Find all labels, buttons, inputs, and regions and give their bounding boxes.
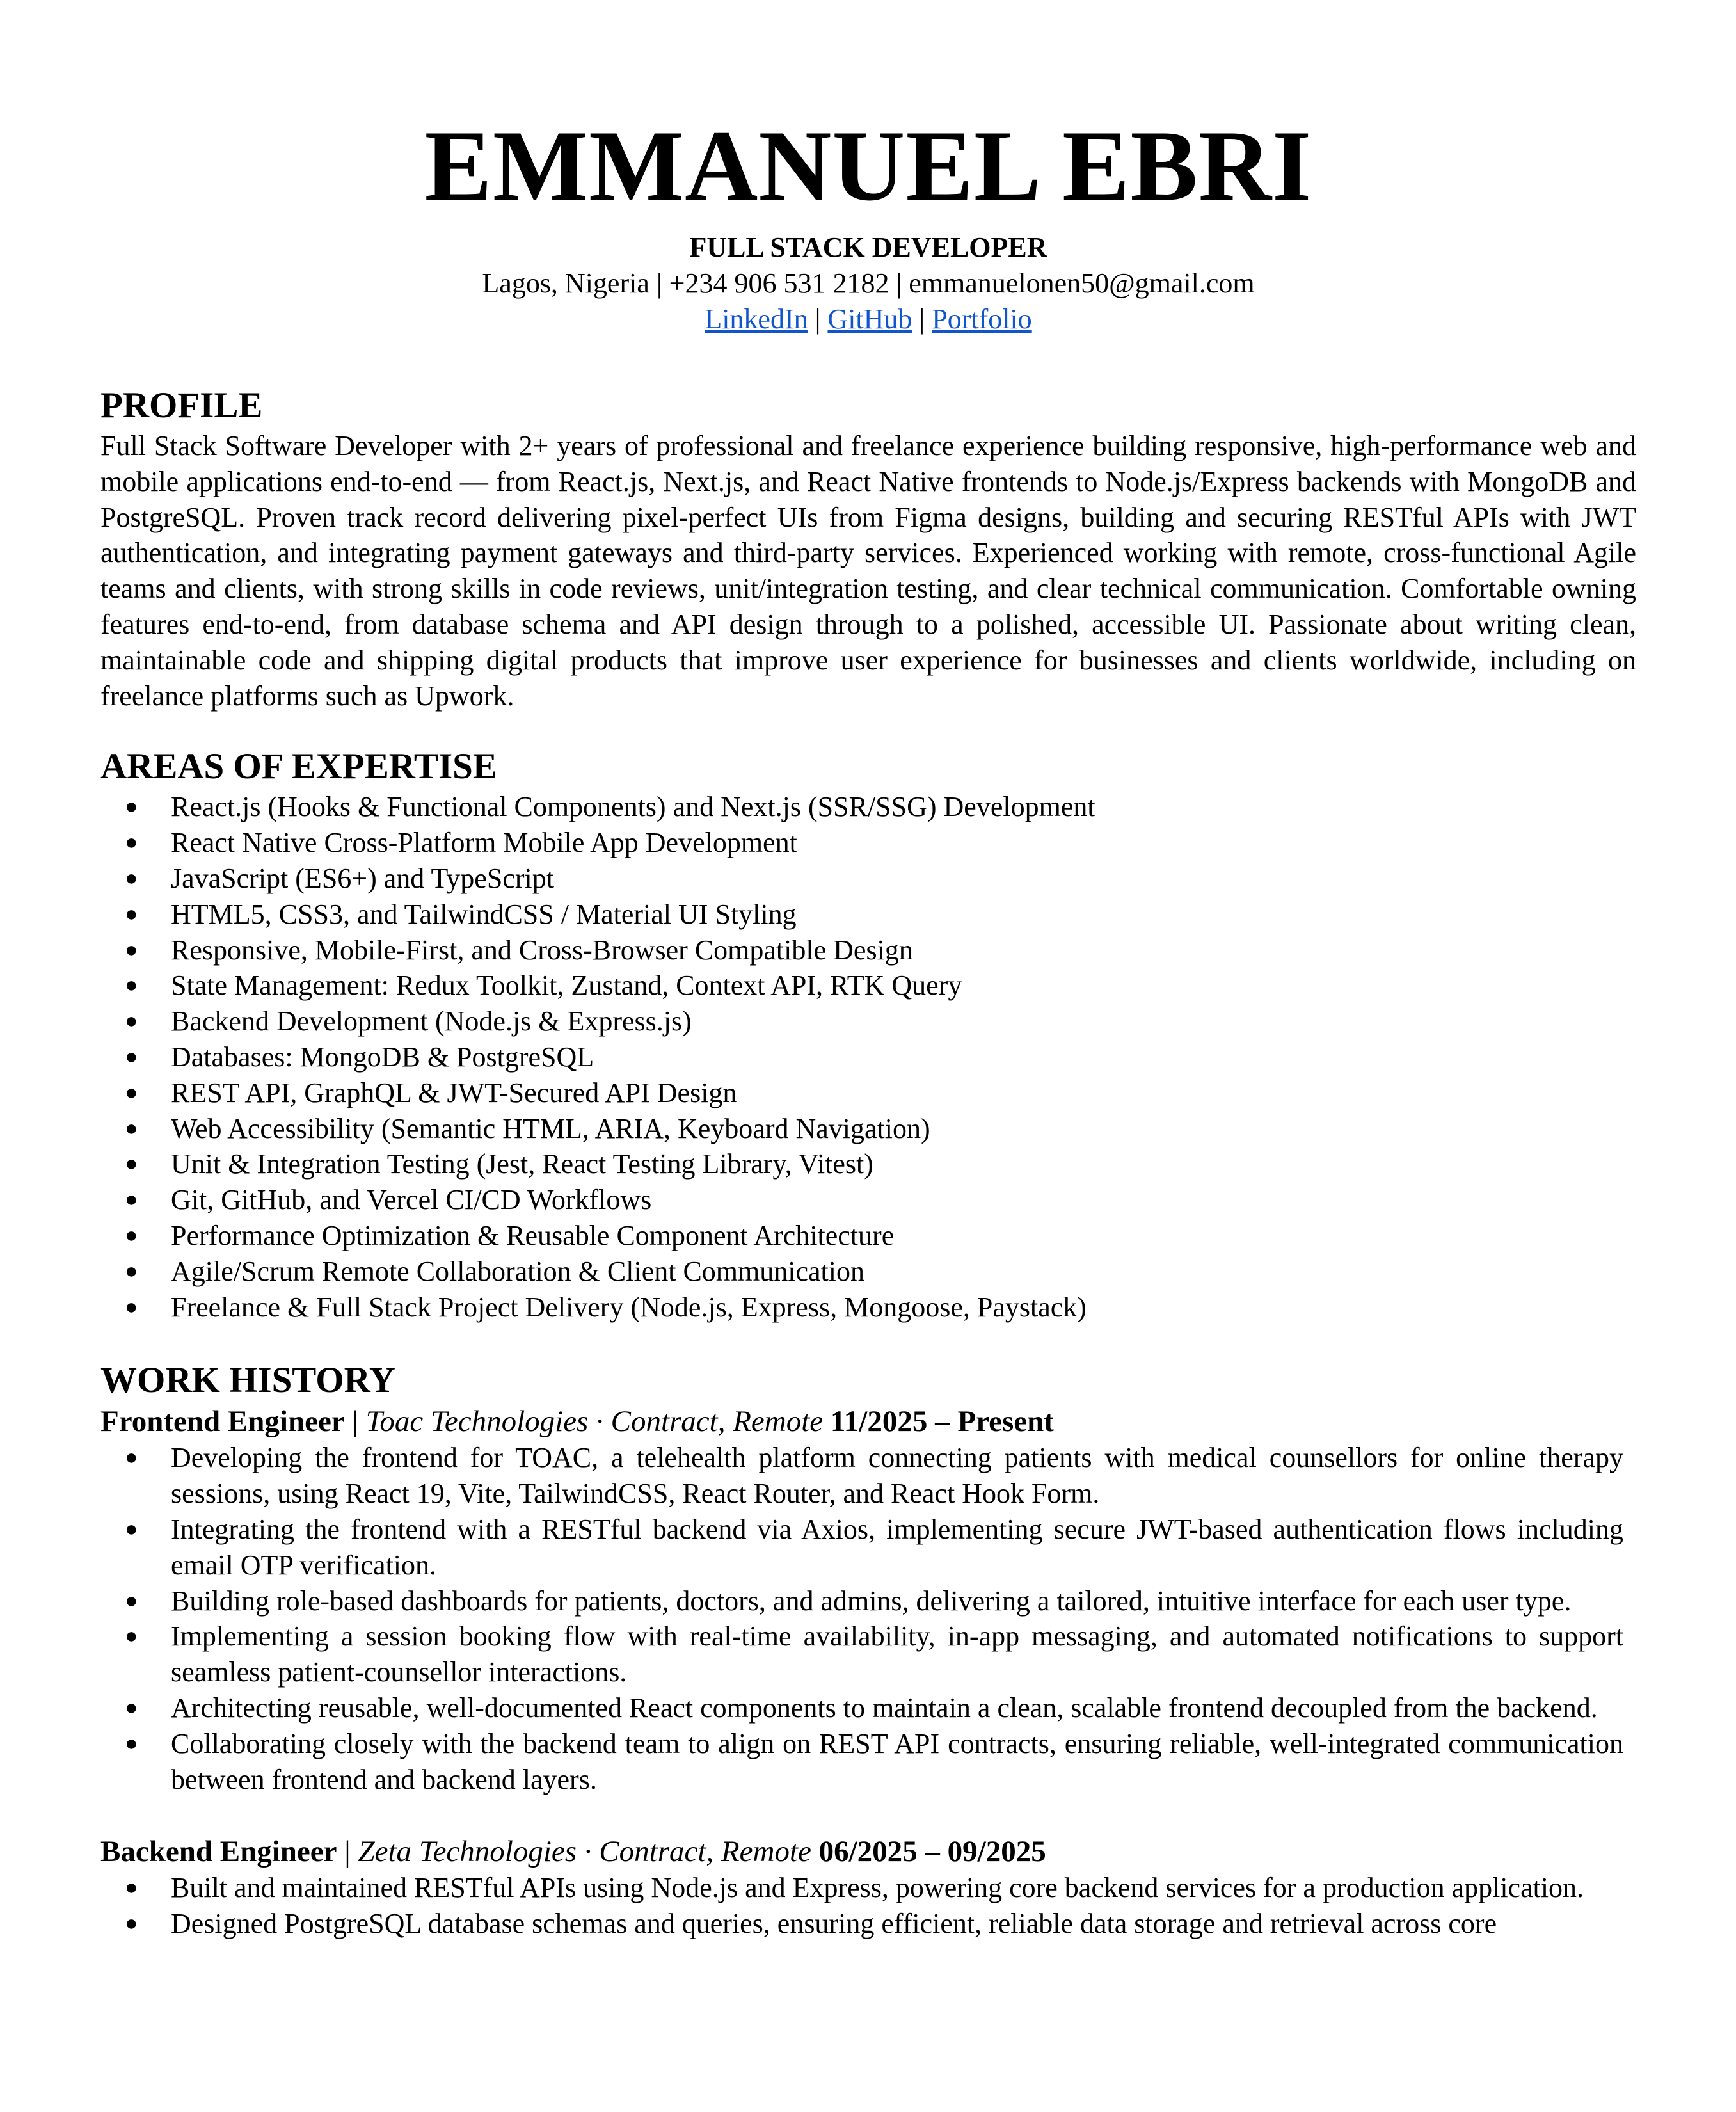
profile-summary: Full Stack Software Developer with 2+ years of professional and freelance experience building responsive, high-performance web and mobile applications end-to-end — from React.js, Next.js, and React Native frontends to Node.js/Express backends with MongoDB and PostgreSQL. Proven track record delivering pixel-perfect UIs from Figma designs, building and securing RESTful APIs with JWT authentication, and integrating payment gateways and third-party services. Experienced working with remote, cross-functional Agile teams and clients, with strong skills in code reviews, unit/integration testing, and clear technical communication. Comfortable owning features end-to-end, from database schema and API design through to a polished, accessible UI. Passionate about writing clean, maintainable code and shipping digital products that improve user experience for businesses and clients worldwide, including on freelance platforms such as Upwork. (100, 430, 1636, 712)
bullet-icon: ● (125, 1912, 138, 1936)
section-heading-profile: PROFILE (100, 385, 263, 426)
job-dates: 11/2025 – Present (830, 1405, 1054, 1439)
bullet-icon: ● (125, 831, 138, 855)
bullet-icon: ● (125, 938, 138, 962)
list-item (100, 1004, 1636, 1039)
list-item-text: Agile/Scrum Remote Collaboration & Client Communication (171, 1255, 864, 1287)
list-item-text: HTML5, CSS3, and TailwindCSS / Material UI Styling (171, 898, 797, 930)
bullet-icon: ● (125, 1295, 138, 1319)
bullet-icon: ● (125, 1695, 138, 1720)
bullet-icon: ● (125, 1080, 138, 1105)
list-item (100, 1726, 1636, 1798)
list-item-text: Implementing a session booking flow with real-time availability, in-app messaging, and automated notifications to support seamless patient-counsellor interactions. (171, 1620, 1623, 1688)
bullet-icon: ● (125, 902, 138, 926)
job-role: Frontend Engineer (100, 1405, 345, 1439)
list-item-text: Freelance & Full Stack Project Delivery (Node.js, Express, Mongoose, Paystack) (171, 1291, 1087, 1323)
job-bullet-list (100, 1870, 1636, 1942)
bullet-icon: ● (125, 1731, 138, 1756)
expertise-list (100, 789, 1636, 1325)
job-role: Backend Engineer (100, 1835, 337, 1869)
job-entry (100, 1833, 1636, 1942)
list-item (100, 1218, 1636, 1254)
bullet-icon: ● (125, 1152, 138, 1176)
list-item-text: Building role-based dashboards for patients, doctors, and admins, delivering a tailored, intuitive interface for each user type. (171, 1585, 1572, 1617)
job-company: Toac Technologies · Contract, Remote (365, 1405, 824, 1439)
list-item-text: JavaScript (ES6+) and TypeScript (171, 862, 554, 894)
resume-page (100, 0, 1636, 1942)
list-item-text: Backend Development (Node.js & Express.js) (171, 1005, 692, 1037)
list-item (100, 1039, 1636, 1075)
section-heading-expertise: AREAS OF EXPERTISE (100, 746, 497, 787)
bullet-icon: ● (125, 1517, 138, 1541)
profile-links (100, 301, 1636, 337)
bullet-icon: ● (125, 1876, 138, 1900)
job-company: Zeta Technologies · Contract, Remote (358, 1835, 811, 1869)
list-item (100, 1583, 1636, 1619)
candidate-name: EMMANUEL EBRI (424, 110, 1312, 222)
job-title: FULL STACK DEVELOPER (689, 232, 1047, 263)
job-bullet-list (100, 1440, 1636, 1797)
list-item (100, 1440, 1636, 1512)
link-separator: | (912, 303, 932, 335)
list-item (100, 861, 1636, 897)
list-item-text: Architecting reusable, well-documented React components to maintain a clean, scalable frontend decoupled from the backend. (171, 1692, 1598, 1724)
list-item-text: Developing the frontend for TOAC, a telehealth platform connecting patients with medical counsellors for online therapy sessions, using React 19, Vite, TailwindCSS, React Router, and React Hook Form. (171, 1442, 1623, 1510)
bullet-icon: ● (125, 1044, 138, 1069)
list-item-text: Built and maintained RESTful APIs using Node.js and Express, powering core backend services for a production application. (171, 1872, 1584, 1904)
list-item (100, 897, 1636, 932)
list-item-text: Responsive, Mobile-First, and Cross-Browser Compatible Design (171, 934, 913, 966)
list-item-text: Databases: MongoDB & PostgreSQL (171, 1041, 594, 1073)
list-item (100, 1512, 1636, 1583)
bullet-icon: ● (125, 1116, 138, 1140)
list-item (100, 825, 1636, 861)
bullet-icon: ● (125, 1624, 138, 1649)
job-header (100, 1403, 1636, 1440)
section-heading-work-history: WORK HISTORY (100, 1360, 395, 1401)
list-item (100, 1254, 1636, 1290)
bullet-icon: ● (125, 1259, 138, 1283)
list-item (100, 1146, 1636, 1182)
bullet-icon: ● (125, 1446, 138, 1470)
bullet-icon: ● (125, 1588, 138, 1613)
bullet-icon: ● (125, 795, 138, 819)
list-item-text: REST API, GraphQL & JWT-Secured API Design (171, 1076, 737, 1108)
list-item (100, 1111, 1636, 1147)
bullet-icon: ● (125, 973, 138, 998)
list-item-text: Collaborating closely with the backend team to align on REST API contracts, ensuring reliable, well-integrated communication between frontend and backend layers. (171, 1727, 1623, 1795)
list-item (100, 968, 1636, 1004)
bullet-icon: ● (125, 1009, 138, 1034)
portfolio-link[interactable]: Portfolio (932, 303, 1032, 335)
list-item (100, 789, 1636, 825)
list-item (100, 1075, 1636, 1111)
job-separator: | (337, 1835, 358, 1869)
list-item (100, 1619, 1636, 1690)
list-item-text: State Management: Redux Toolkit, Zustand, Context API, RTK Query (171, 970, 962, 1002)
job-entry (100, 1403, 1636, 1797)
list-item (100, 1690, 1636, 1726)
list-item-text: Web Accessibility (Semantic HTML, ARIA, Keyboard Navigation) (171, 1112, 930, 1144)
linkedin-link[interactable]: LinkedIn (705, 303, 808, 335)
job-separator: | (344, 1405, 366, 1439)
job-header (100, 1833, 1636, 1870)
contact-info: Lagos, Nigeria | +234 906 531 2182 | emmanuelonen50@gmail.com (482, 268, 1255, 299)
job-dates: 06/2025 – 09/2025 (818, 1835, 1046, 1869)
link-separator: | (808, 303, 828, 335)
list-item-text: Integrating the frontend with a RESTful backend via Axios, implementing secure JWT-based authentication flows including email OTP verification. (171, 1513, 1623, 1581)
bullet-icon: ● (125, 1188, 138, 1212)
list-item-text: Performance Optimization & Reusable Component Architecture (171, 1219, 895, 1251)
list-item (100, 1290, 1636, 1325)
list-item-text: React Native Cross-Platform Mobile App Development (171, 827, 797, 859)
list-item (100, 932, 1636, 968)
list-item-text: Git, GitHub, and Vercel CI/CD Workflows (171, 1184, 652, 1216)
list-item-text: React.js (Hooks & Functional Components) and Next.js (SSR/SSG) Development (171, 791, 1095, 823)
list-item-text: Designed PostgreSQL database schemas and queries, ensuring efficient, reliable data storage and retrieval across core (171, 1908, 1497, 1940)
list-item (100, 1870, 1636, 1906)
list-item (100, 1906, 1636, 1942)
bullet-icon: ● (125, 866, 138, 890)
list-item (100, 1182, 1636, 1218)
github-link[interactable]: GitHub (827, 303, 912, 335)
list-item-text: Unit & Integration Testing (Jest, React Testing Library, Vitest) (171, 1148, 873, 1180)
bullet-icon: ● (125, 1223, 138, 1247)
